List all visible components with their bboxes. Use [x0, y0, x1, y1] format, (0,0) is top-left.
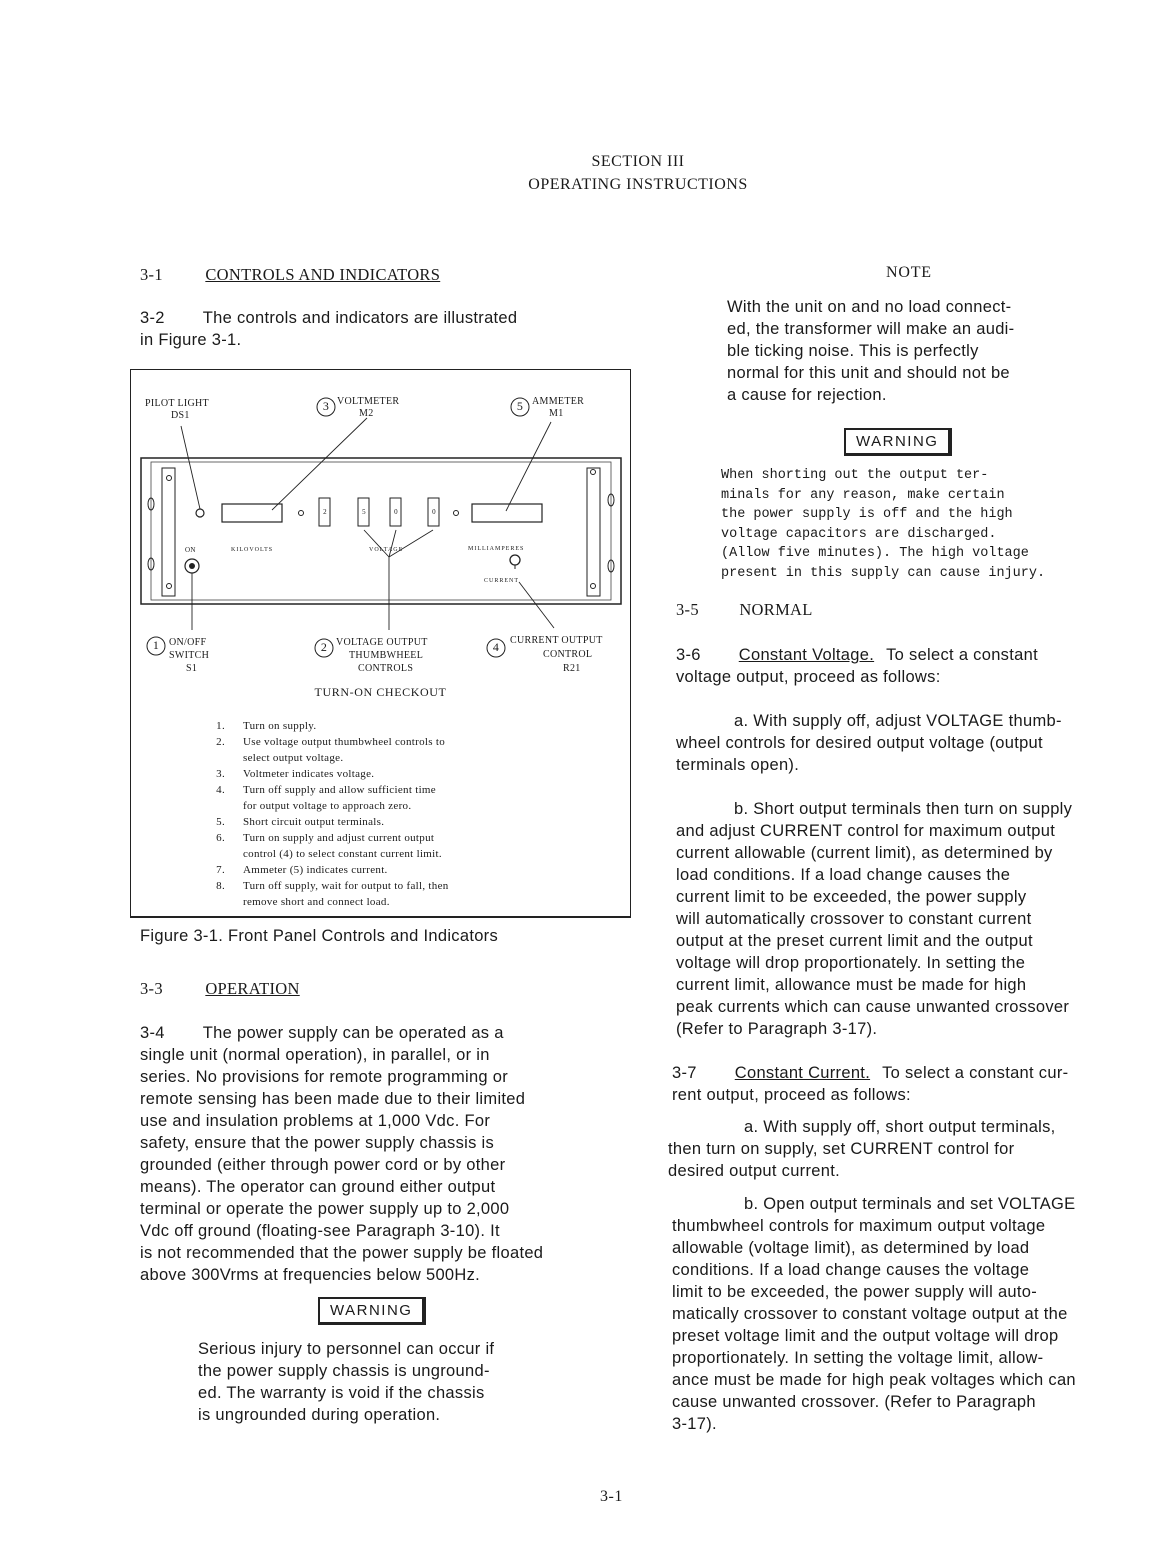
on-label: ON [185, 546, 196, 554]
checkout-step-number: 2. [216, 736, 225, 748]
para-line: cause unwanted crossover. (Refer to Paragraph [672, 1393, 1036, 1411]
warning-badge-left: WARNING [318, 1297, 426, 1325]
para-line: is not recommended that the power supply be floated [140, 1244, 544, 1262]
note-line: With the unit on and no load connect- [727, 298, 1012, 316]
para-line: current limit, allowance must be made for high [676, 976, 1027, 994]
checkout-step-number: 8. [216, 880, 225, 892]
para-line: matically crossover to constant voltage output at the [672, 1305, 1068, 1323]
para-line: ance must be made for high peak voltages which can [672, 1371, 1076, 1389]
para-line: conditions. If a load change causes the voltage [672, 1261, 1030, 1279]
para-3-7 [672, 1062, 1172, 1106]
ds1-label: DS1 [171, 410, 190, 421]
para-line: and adjust CURRENT control for maximum output [676, 822, 1056, 840]
callout-1: 1 [152, 638, 160, 652]
para-line: The controls and indicators are illustrated [202, 309, 518, 327]
para-number: 3-1 [140, 265, 163, 284]
para-line: wheel controls for desired output voltage (output [676, 734, 1043, 752]
para-line: then turn on supply, set CURRENT control for [668, 1140, 1015, 1158]
thumbwheel-digit: 2 [323, 508, 327, 516]
para-line: current allowable (current limit), as determined by [676, 844, 1053, 862]
note-line: a cause for rejection. [727, 386, 887, 404]
ammeter-label: AMMETER [532, 396, 585, 407]
para-number: 3-6 [676, 646, 701, 664]
checkout-step-text: Turn off supply and allow sufficient time [243, 784, 436, 796]
voltmeter-window [222, 504, 282, 522]
para-number: 3-3 [140, 979, 163, 998]
voltmeter-label: VOLTMETER [337, 396, 400, 407]
panel-screw [454, 511, 459, 516]
checkout-step-text: control (4) to select constant current limit. [243, 848, 442, 860]
warning-text-left [198, 1338, 618, 1426]
warning-line: (Allow five minutes). The high voltage [721, 546, 1029, 561]
checkout-step-text: remove short and connect load. [243, 896, 390, 908]
para-line: series. No provisions for remote programming or [140, 1068, 509, 1086]
note-line: ble ticking noise. This is perfectly [727, 342, 979, 360]
warning-badge-right: WARNING [844, 428, 952, 456]
thumbwheel-digit: 5 [362, 508, 366, 516]
para-line: 3-17). [672, 1415, 717, 1433]
para-line: remote sensing has been made due to their limited [140, 1090, 526, 1108]
section-number: SECTION III [591, 153, 685, 170]
vout-label-3: CONTROLS [358, 663, 414, 674]
checkout-step-number: 1. [216, 720, 225, 732]
warning-text-right [721, 466, 1161, 583]
pilot-light-label: PILOT LIGHT [145, 398, 209, 409]
checkout-step-text: Turn off supply, wait for output to fall, then [243, 880, 449, 892]
para-3-1 [140, 264, 440, 286]
figure-caption: Figure 3-1. Front Panel Controls and Indicators [140, 927, 499, 945]
para-line: above 300Vrms at frequencies below 500Hz. [140, 1266, 481, 1284]
current-label: CURRENT [484, 578, 520, 584]
note-text [727, 296, 1147, 406]
warning-line: the power supply chassis is unground- [198, 1362, 490, 1380]
para-number: 3-4 [140, 1024, 165, 1042]
screw [591, 470, 596, 475]
warning-line: minals for any reason, make certain [721, 487, 1005, 503]
para-line: limit to be exceeded, the power supply will auto- [672, 1283, 1038, 1301]
checkout-step-number: 6. [216, 832, 225, 844]
checkout-step-number: 7. [216, 864, 225, 876]
s1-label: S1 [186, 663, 198, 674]
checkout-step-text: select output voltage. [243, 752, 344, 764]
thumbwheel-digit: 0 [394, 508, 398, 516]
leader-line [181, 426, 200, 509]
para-line: To select a constant cur- [882, 1064, 1069, 1082]
para-line: grounded (either through power cord or by other [140, 1156, 506, 1174]
figure-3-1 [130, 369, 631, 918]
voltage-label: VOLTAGE [369, 547, 404, 553]
para-line: desired output current. [668, 1162, 840, 1180]
checkout-step-text: Use voltage output thumbwheel controls to [243, 736, 446, 748]
para-3-6-b [676, 798, 1171, 1040]
checkout-step-number: 3. [216, 768, 225, 780]
ammeter-window [472, 504, 542, 522]
para-line: safety, ensure that the power supply chassis is [140, 1134, 495, 1152]
para-line: peak currents which can cause unwanted crossover [676, 998, 1070, 1016]
para-line: thumbwheel controls for maximum output voltage [672, 1217, 1046, 1235]
page-number: 3-1 [600, 1488, 623, 1505]
para-line: a. With supply off, adjust VOLTAGE thumb- [734, 712, 1062, 730]
note-label: NOTE [886, 264, 932, 281]
left-handle [162, 468, 175, 596]
thumbwheel-digit: 0 [432, 508, 436, 516]
vout-label-2: THUMBWHEEL [349, 650, 424, 661]
para-3-3 [140, 978, 300, 1000]
callout-3: 3 [322, 399, 330, 413]
switch-label: SWITCH [169, 650, 210, 661]
para-line: means). The operator can ground either output [140, 1178, 496, 1196]
para-line: (Refer to Paragraph 3-17). [676, 1020, 878, 1038]
para-3-4 [140, 1022, 640, 1286]
panel-screw [299, 511, 304, 516]
warning-line: voltage capacitors are discharged. [721, 526, 997, 542]
para-heading: Constant Voltage. [738, 646, 875, 664]
cout-label-3: R21 [563, 663, 581, 674]
para-line: b. Short output terminals then turn on supply [734, 800, 1073, 818]
callout-4: 4 [492, 640, 500, 654]
onoff-label: ON/OFF [169, 637, 207, 648]
pilot-light [196, 509, 204, 517]
para-line: b. Open output terminals and set VOLTAGE [744, 1195, 1076, 1213]
milliamperes-label: MILLIAMPERES [468, 546, 525, 552]
checkout-step-number: 5. [216, 816, 225, 828]
warning-line: Serious injury to personnel can occur if [198, 1340, 495, 1358]
para-line: a. With supply off, short output terminals, [744, 1118, 1056, 1136]
leader-line [272, 418, 367, 510]
kilovolts-label: KILOVOLTS [231, 547, 274, 553]
para-line: will automatically crossover to constant current [676, 910, 1032, 928]
checkout-step-number: 4. [216, 784, 225, 796]
checkout-title: TURN-ON CHECKOUT [314, 685, 447, 699]
para-line: use and insulation problems at 1,000 Vdc. For [140, 1112, 491, 1130]
para-line: rent output, proceed as follows: [672, 1086, 911, 1104]
para-line: voltage output, proceed as follows: [676, 668, 941, 686]
page-header [0, 150, 1176, 196]
warning-line: is ungrounded during operation. [198, 1406, 441, 1424]
para-heading: OPERATION [205, 979, 300, 998]
m1-label: M1 [549, 408, 564, 419]
para-line: The power supply can be operated as a [202, 1024, 504, 1042]
para-line: load conditions. If a load change causes the [676, 866, 1011, 884]
para-3-7-b [672, 1193, 1176, 1435]
panel-inner [151, 462, 611, 600]
cout-label-2: CONTROL [543, 649, 593, 660]
para-line: current limit to be exceeded, the power supply [676, 888, 1027, 906]
para-line: Vdc off ground (floating-see Paragraph 3-10). It [140, 1222, 500, 1240]
warning-line: ed. The warranty is void if the chassis [198, 1384, 485, 1402]
screw [591, 584, 596, 589]
para-heading: Constant Current. [734, 1064, 871, 1082]
para-heading: NORMAL [739, 600, 813, 619]
checkout-step-text: Ammeter (5) indicates current. [243, 864, 388, 876]
callout-2: 2 [320, 640, 328, 654]
para-line: in Figure 3-1. [140, 331, 242, 349]
thumbwheel-controls [319, 498, 439, 526]
para-number: 3-2 [140, 309, 165, 327]
m2-label: M2 [359, 408, 374, 419]
leader-line [506, 422, 551, 511]
checkout-step-text: Short circuit output terminals. [243, 816, 385, 828]
note-line: normal for this unit and should not be [727, 364, 1010, 382]
para-3-7-a [668, 1116, 1172, 1182]
para-line: terminals open). [676, 756, 800, 774]
current-knob [510, 555, 520, 565]
para-line: voltage will drop proportionately. In setting the [676, 954, 1026, 972]
checkout-step-text: Turn on supply and adjust current output [243, 832, 435, 844]
checkout-step-text: for output voltage to approach zero. [243, 800, 412, 812]
panel-frame [141, 458, 621, 604]
para-3-5 [676, 599, 813, 621]
para-3-2 [140, 307, 630, 351]
para-line: terminal or operate the power supply up to 2,000 [140, 1200, 510, 1218]
warning-line: present in this supply can cause injury. [721, 565, 1046, 581]
checkout-step-text: Turn on supply. [243, 720, 317, 732]
right-handle [587, 468, 600, 596]
onoff-toggle [189, 563, 195, 569]
para-line: output at the preset current limit and the output [676, 932, 1033, 950]
para-line: proportionately. In setting the voltage limit, allow- [672, 1349, 1044, 1367]
note-line: ed, the transformer will make an audi- [727, 320, 1015, 338]
para-3-6-a [676, 710, 1171, 776]
leader-line [519, 582, 554, 628]
para-number: 3-7 [672, 1064, 697, 1082]
para-line: single unit (normal operation), in parallel, or in [140, 1046, 490, 1064]
para-line: preset voltage limit and the output voltage will drop [672, 1327, 1059, 1345]
para-line: allowable (voltage limit), as determined by load [672, 1239, 1030, 1257]
para-line: To select a constant [886, 646, 1038, 664]
callout-5: 5 [516, 399, 524, 413]
vout-label-1: VOLTAGE OUTPUT [336, 637, 428, 648]
screw [167, 476, 172, 481]
warning-line: When shorting out the output ter- [721, 468, 989, 483]
section-title: OPERATING INSTRUCTIONS [528, 176, 748, 193]
screw [167, 584, 172, 589]
para-number: 3-5 [676, 600, 699, 619]
cout-label-1: CURRENT OUTPUT [510, 635, 603, 646]
checkout-step-text: Voltmeter indicates voltage. [243, 768, 375, 780]
para-3-6 [676, 644, 1171, 688]
para-heading: CONTROLS AND INDICATORS [205, 265, 441, 284]
warning-line: the power supply is off and the high [721, 507, 1013, 522]
